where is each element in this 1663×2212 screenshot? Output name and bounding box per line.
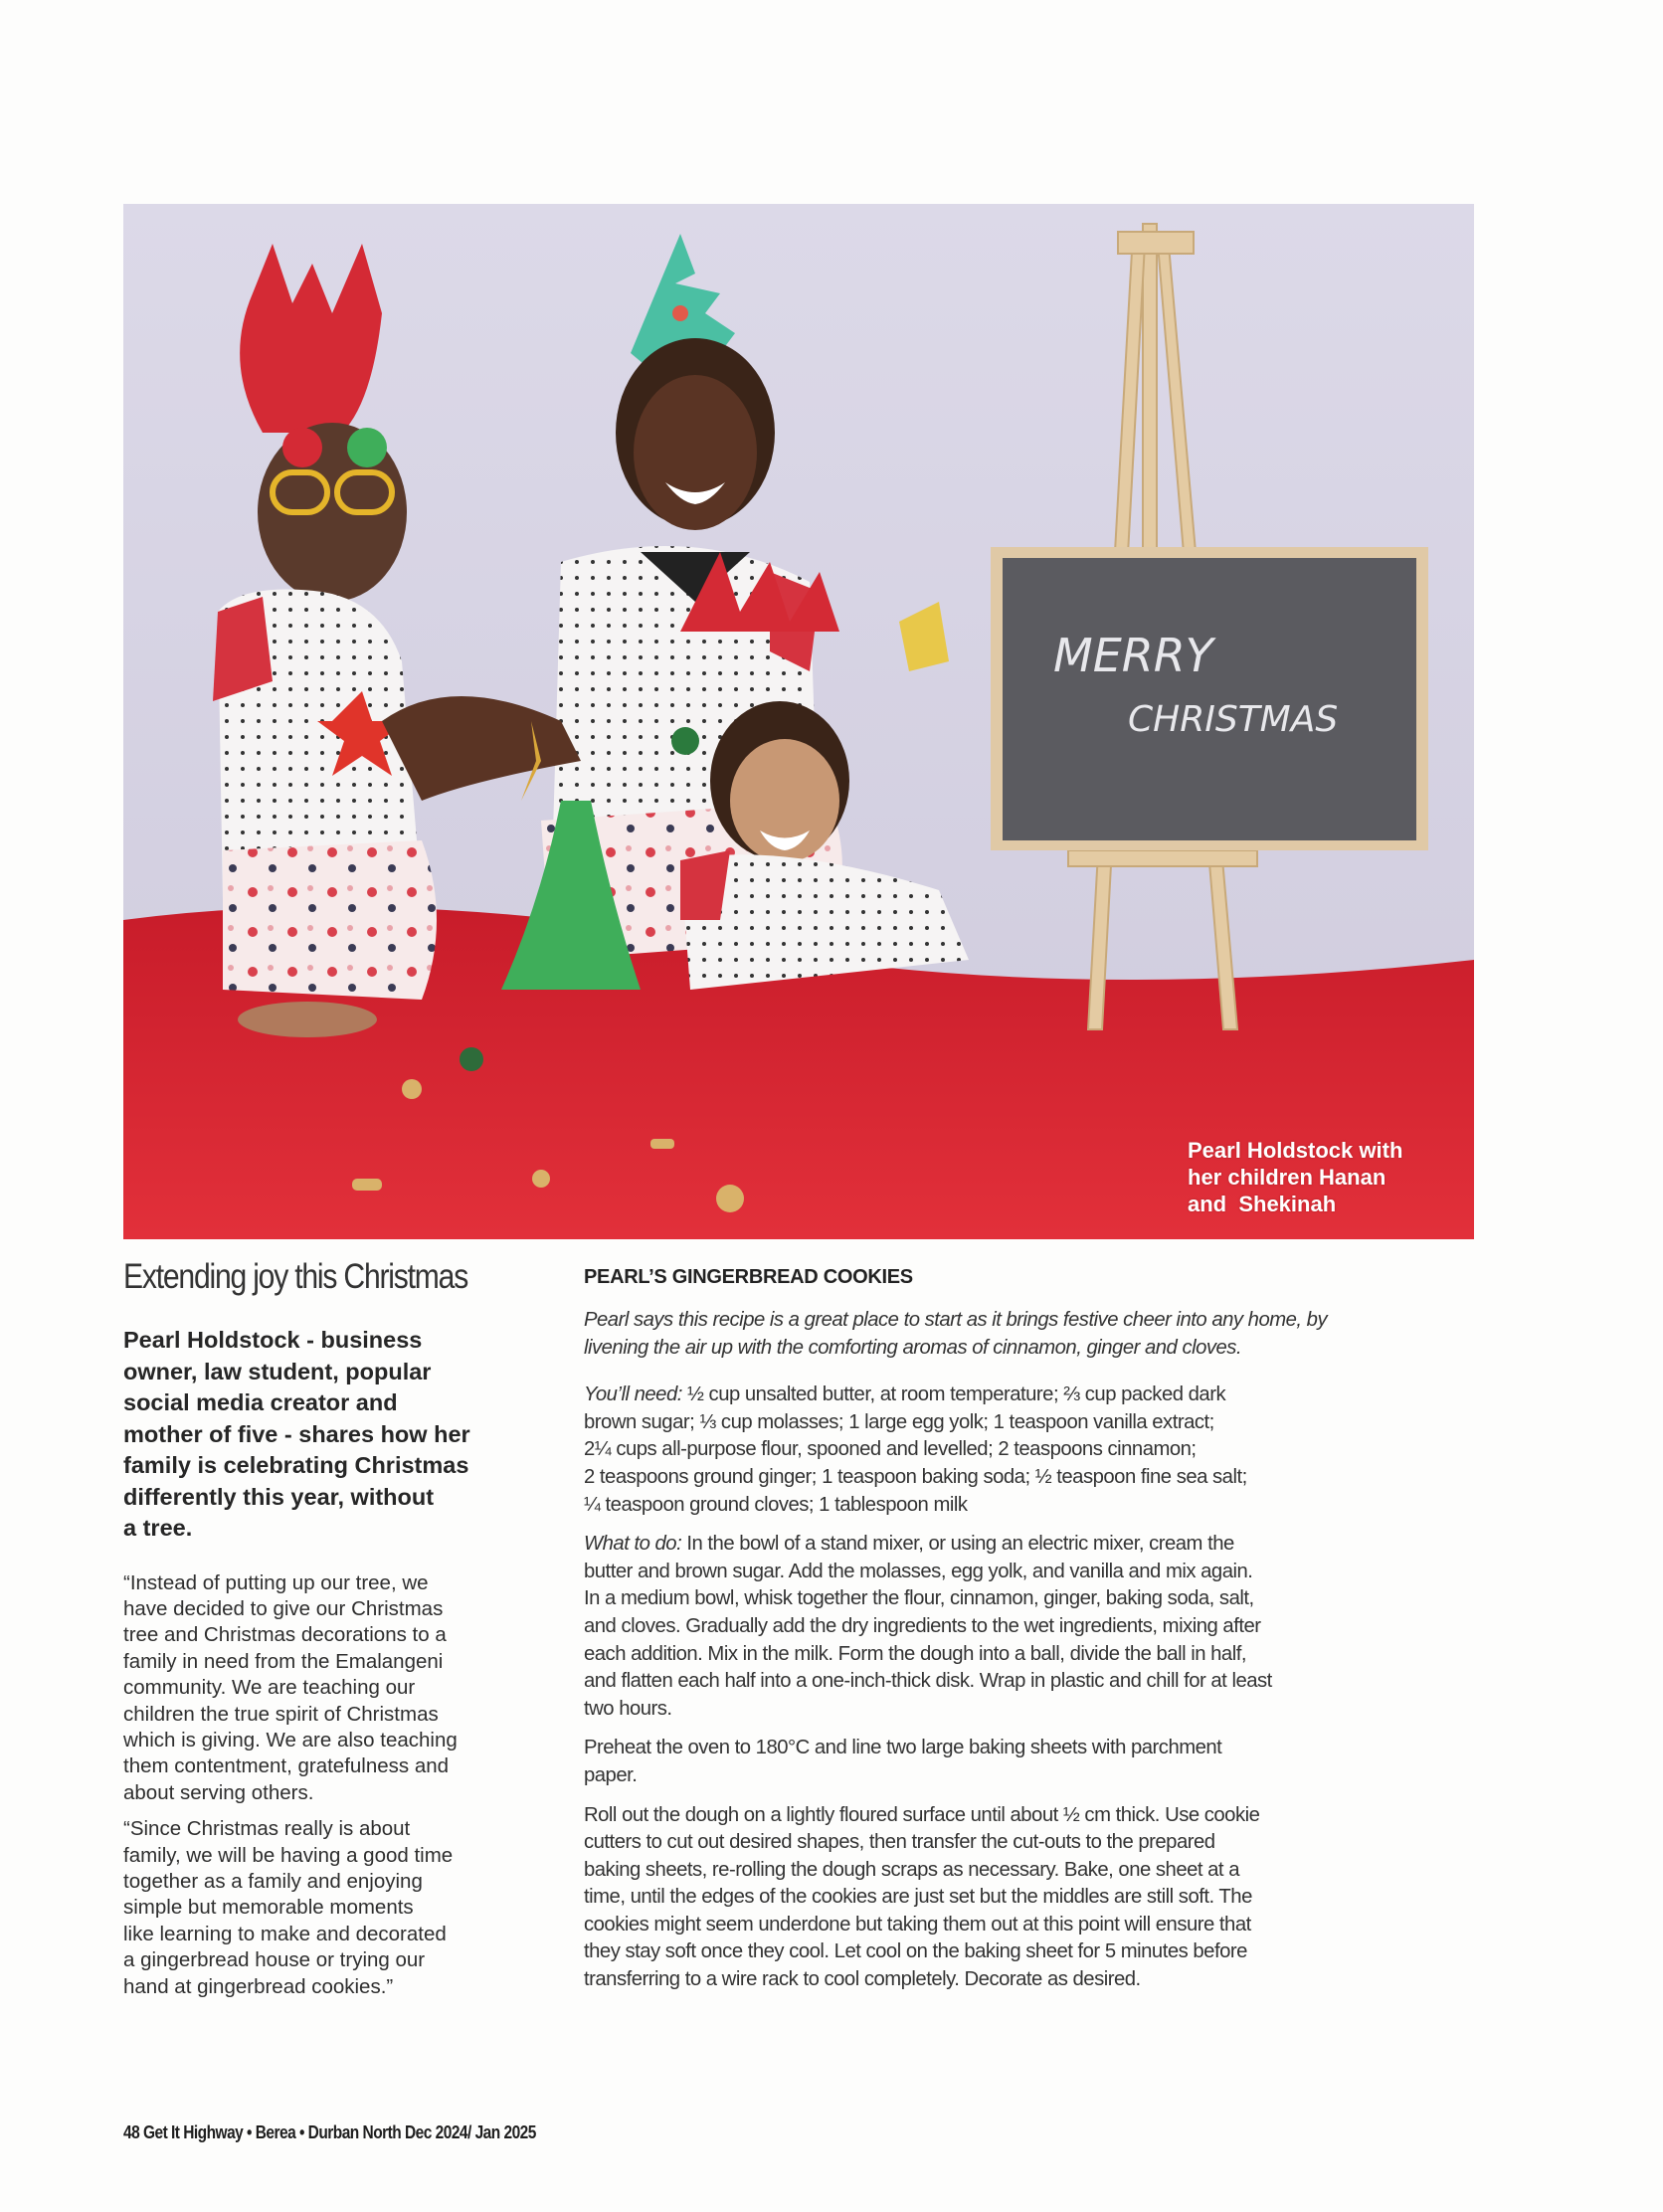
green-bauble	[671, 727, 699, 755]
recipe-bake: Roll out the dough on a lightly floured surface until about ½ cm thick. Use cookie cutters to cut out desired shapes, then transfer the cut-outs to the prepared baking sheets, re-rolling the dough scraps as necessary. Bake, one sheet at a time, until the edges of the cookies are just set but the middles are still soft. The cookies might seem underdone but taking them out at this point will ensure that they stay soft once they cool. Let cool on the baking sheet for 5 minutes before transferring to a wire rack to cool completely. Decorate as desired.	[584, 1803, 1260, 1991]
chalk-text-christmas: CHRISTMAS	[1128, 699, 1339, 740]
article-headline: Extending joy this Christmas	[123, 1257, 468, 1296]
recipe-column	[584, 1263, 1479, 2006]
article-paragraph-2: “Since Christmas really is about family, we will be having a good time together as a family and enjoying simple but memorable moments like learning to make and decorated a gingerbread house or trying our hand at gingerbread cookies.”	[123, 1817, 454, 1998]
ingredients-label: You’ll need:	[584, 1383, 682, 1406]
recipe-method: What to do: In the bowl of a stand mixer, or using an electric mixer, cream the butter and brown sugar. Add the molasses, egg yolk, and vanilla and mix again. In a medium bowl, whisk together the flour, cinnamon, ginger, baking soda, salt, and cloves. Gradually add the dry ingredients to the wet ingredients, mixing after each addition. Mix in the milk. Form the dough into a ball, divide the ball in half, and flatten each half into a one-inch-thick disk. Wrap in plastic and chill for at least two hours.	[584, 1533, 1272, 1720]
recipe-title: PEARL’S GINGERBREAD COOKIES	[584, 1266, 913, 1288]
article-standfirst: Pearl Holdstock - business owner, law student, popular social media creator and mother of five - shares how her family is celebrating Christmas differently this year, without a tree.	[123, 1327, 470, 1541]
recipe-preheat: Preheat the oven to 180°C and line two large baking sheets with parchment paper.	[584, 1737, 1222, 1786]
article-paragraph-1: “Instead of putting up our tree, we have decided to give our Christmas tree and Christmas decorations to a family in need from the Emalangeni community. We are teaching our children the true spirit of Christmas which is giving. We are also teaching them contentment, gratefulness and about serving others.	[123, 1570, 458, 1804]
family-christmas-photo	[123, 204, 1474, 1239]
recipe-body	[584, 1307, 1479, 1994]
method-label: What to do:	[584, 1533, 682, 1556]
article-body	[123, 1570, 521, 2001]
photo-caption: Pearl Holdstock with her children Hanan and Shekinah	[1188, 1138, 1403, 1216]
feature-photo	[123, 204, 1474, 1239]
page-footer: 48 Get It Highway • Berea • Durban North Dec 2024/ Jan 2025	[123, 2122, 536, 2142]
chalk-text-merry: MERRY	[1053, 629, 1213, 682]
recipe-ingredients: You’ll need: ½ cup unsalted butter, at room temperature; ⅔ cup packed dark brown sugar; ⅓ cup molasses; 1 large egg yolk; 1 teaspoon vanilla extract; 2¼ cups all-purpose flour, spooned and levelled; 2 teaspoons cinnamon; 2 teaspoons ground ginger; 1 teaspoon baking soda; ½ teaspoon fine sea salt; ¼ teaspoon ground cloves; 1 tablespoon milk	[584, 1383, 1247, 1516]
chalkboard	[991, 547, 1428, 850]
article-column	[123, 1255, 521, 2010]
recipe-intro: Pearl says this recipe is a great place to start as it brings festive cheer into any home, by livening the air up with the comforting aromas of cinnamon, ginger and cloves.	[584, 1309, 1328, 1359]
